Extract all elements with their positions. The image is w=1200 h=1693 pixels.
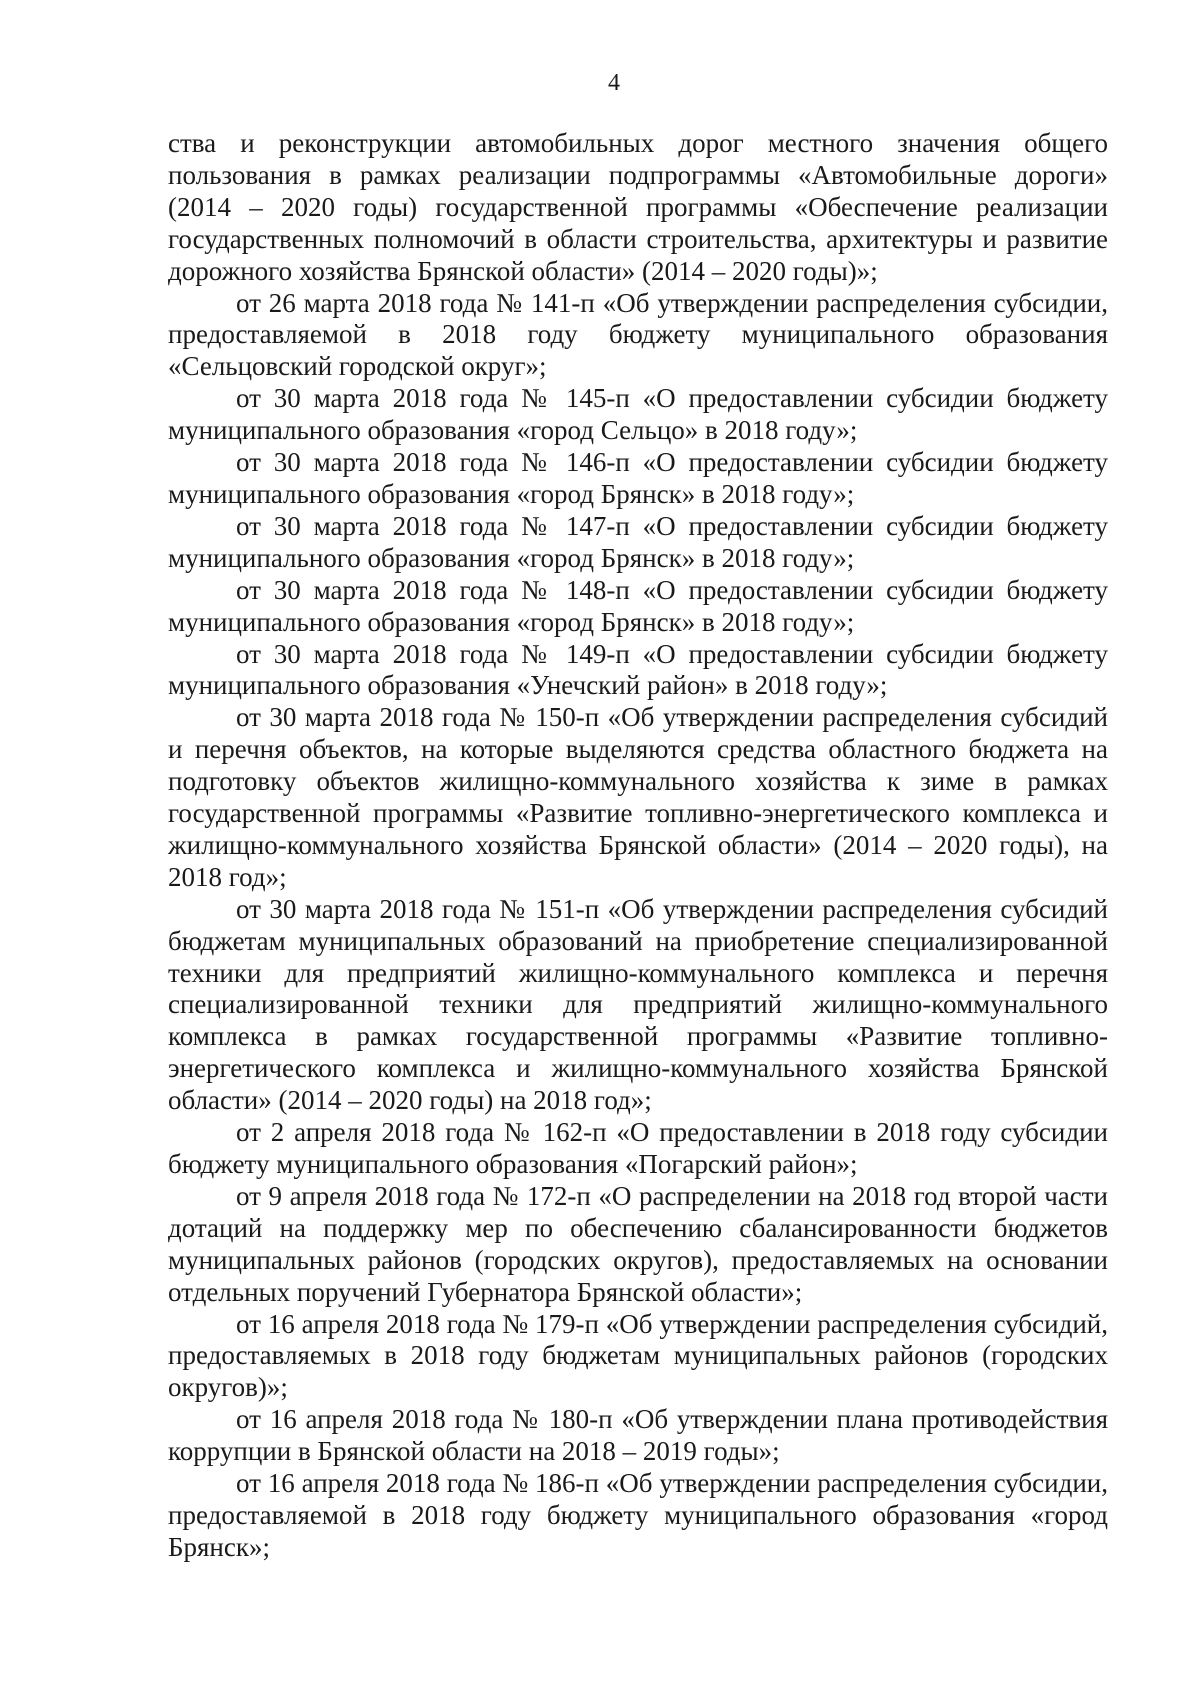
paragraph-resolution-151: от 30 марта 2018 года № 151-п «Об утверждении распределения субсидий бюджетам муниципальных образований на приобретение специализированной техники для предприятий жилищно-коммунального комплекса и перечня специализированной техники для предприятий жилищно-коммунального комплекса в рамках государственной программы «Развитие топливно-энергетического комплекса и жилищно-коммунального хозяйства Брянской области» (2014 – 2020 годы) на 2018 год»; xyxy=(168,893,1108,1116)
paragraph-resolution-149: от 30 марта 2018 года № 149-п «О предоставлении субсидии бюджету муниципального образования «Унечский район» в 2018 году»; xyxy=(168,638,1108,701)
paragraph-continuation: ства и реконструкции автомобильных дорог местного значения общего пользования в рамках реализации подпрограммы «Автомобильные дороги» (2014 – 2020 годы) государственной программы «Обеспечение реализации государственных полномочий в области строительства, архитектуры и развитие дорожного хозяйства Брянской области» (2014 – 2020 годы)»; xyxy=(168,128,1108,286)
paragraph-resolution-172: от 9 апреля 2018 года № 172-п «О распределении на 2018 год второй части дотаций на поддержку мер по обеспечению сбалансированности бюджетов муниципальных районов (городских округов), предоставляемых на основании отдельных поручений Губернатора Брянской области»; xyxy=(168,1180,1108,1307)
paragraph-resolution-186: от 16 апреля 2018 года № 186-п «Об утверждении распределения субсидии, предоставляемой в 2018 году бюджету муниципального образования «город Брянск»; xyxy=(168,1468,1108,1562)
paragraph-resolution-147: от 30 марта 2018 года № 147-п «О предоставлении субсидии бюджету муниципального образования «город Брянск» в 2018 году»; xyxy=(168,510,1108,573)
paragraph-resolution-148: от 30 марта 2018 года № 148-п «О предоставлении субсидии бюджету муниципального образования «город Брянск» в 2018 году»; xyxy=(168,574,1108,637)
paragraph-resolution-146: от 30 марта 2018 года № 146-п «О предоставлении субсидии бюджету муниципального образования «город Брянск» в 2018 году»; xyxy=(168,447,1108,509)
paragraph-resolution-179: от 16 апреля 2018 года № 179-п «Об утверждении распределения субсидий, предоставляемых в 2018 году бюджетам муниципальных районов (городских округов)»; xyxy=(168,1308,1108,1403)
page-number: 4 xyxy=(608,70,620,96)
paragraph-resolution-162: от 2 апреля 2018 года № 162-п «О предоставлении в 2018 году субсидии бюджету муниципального образования «Погарский район»; xyxy=(168,1117,1108,1179)
paragraph-resolution-145: от 30 марта 2018 года № 145-п «О предоставлении субсидии бюджету муниципального образования «город Сельцо» в 2018 году»; xyxy=(168,383,1108,446)
paragraph-resolution-150: от 30 марта 2018 года № 150-п «Об утверждении распределения субсидий и перечня объектов, на которые выделяются средства областного бюджета на подготовку объектов жилищно-коммунального хозяйства к зиме в рамках государственной программы «Развитие топливно-энергетического комплекса и жилищно-коммунального хозяйства Брянской области» (2014 – 2020 годы), на 2018 год»; xyxy=(168,702,1108,892)
document-body xyxy=(168,128,1108,1564)
paragraph-resolution-180: от 16 апреля 2018 года № 180-п «Об утверждении плана противодействия коррупции в Брянской области на 2018 – 2019 годы»; xyxy=(168,1404,1108,1467)
paragraph-resolution-141: от 26 марта 2018 года № 141-п «Об утверждении распределения субсидии, предоставляемой в 2018 году бюджету муниципального образования «Сельцовский городской округ»; xyxy=(168,287,1108,382)
